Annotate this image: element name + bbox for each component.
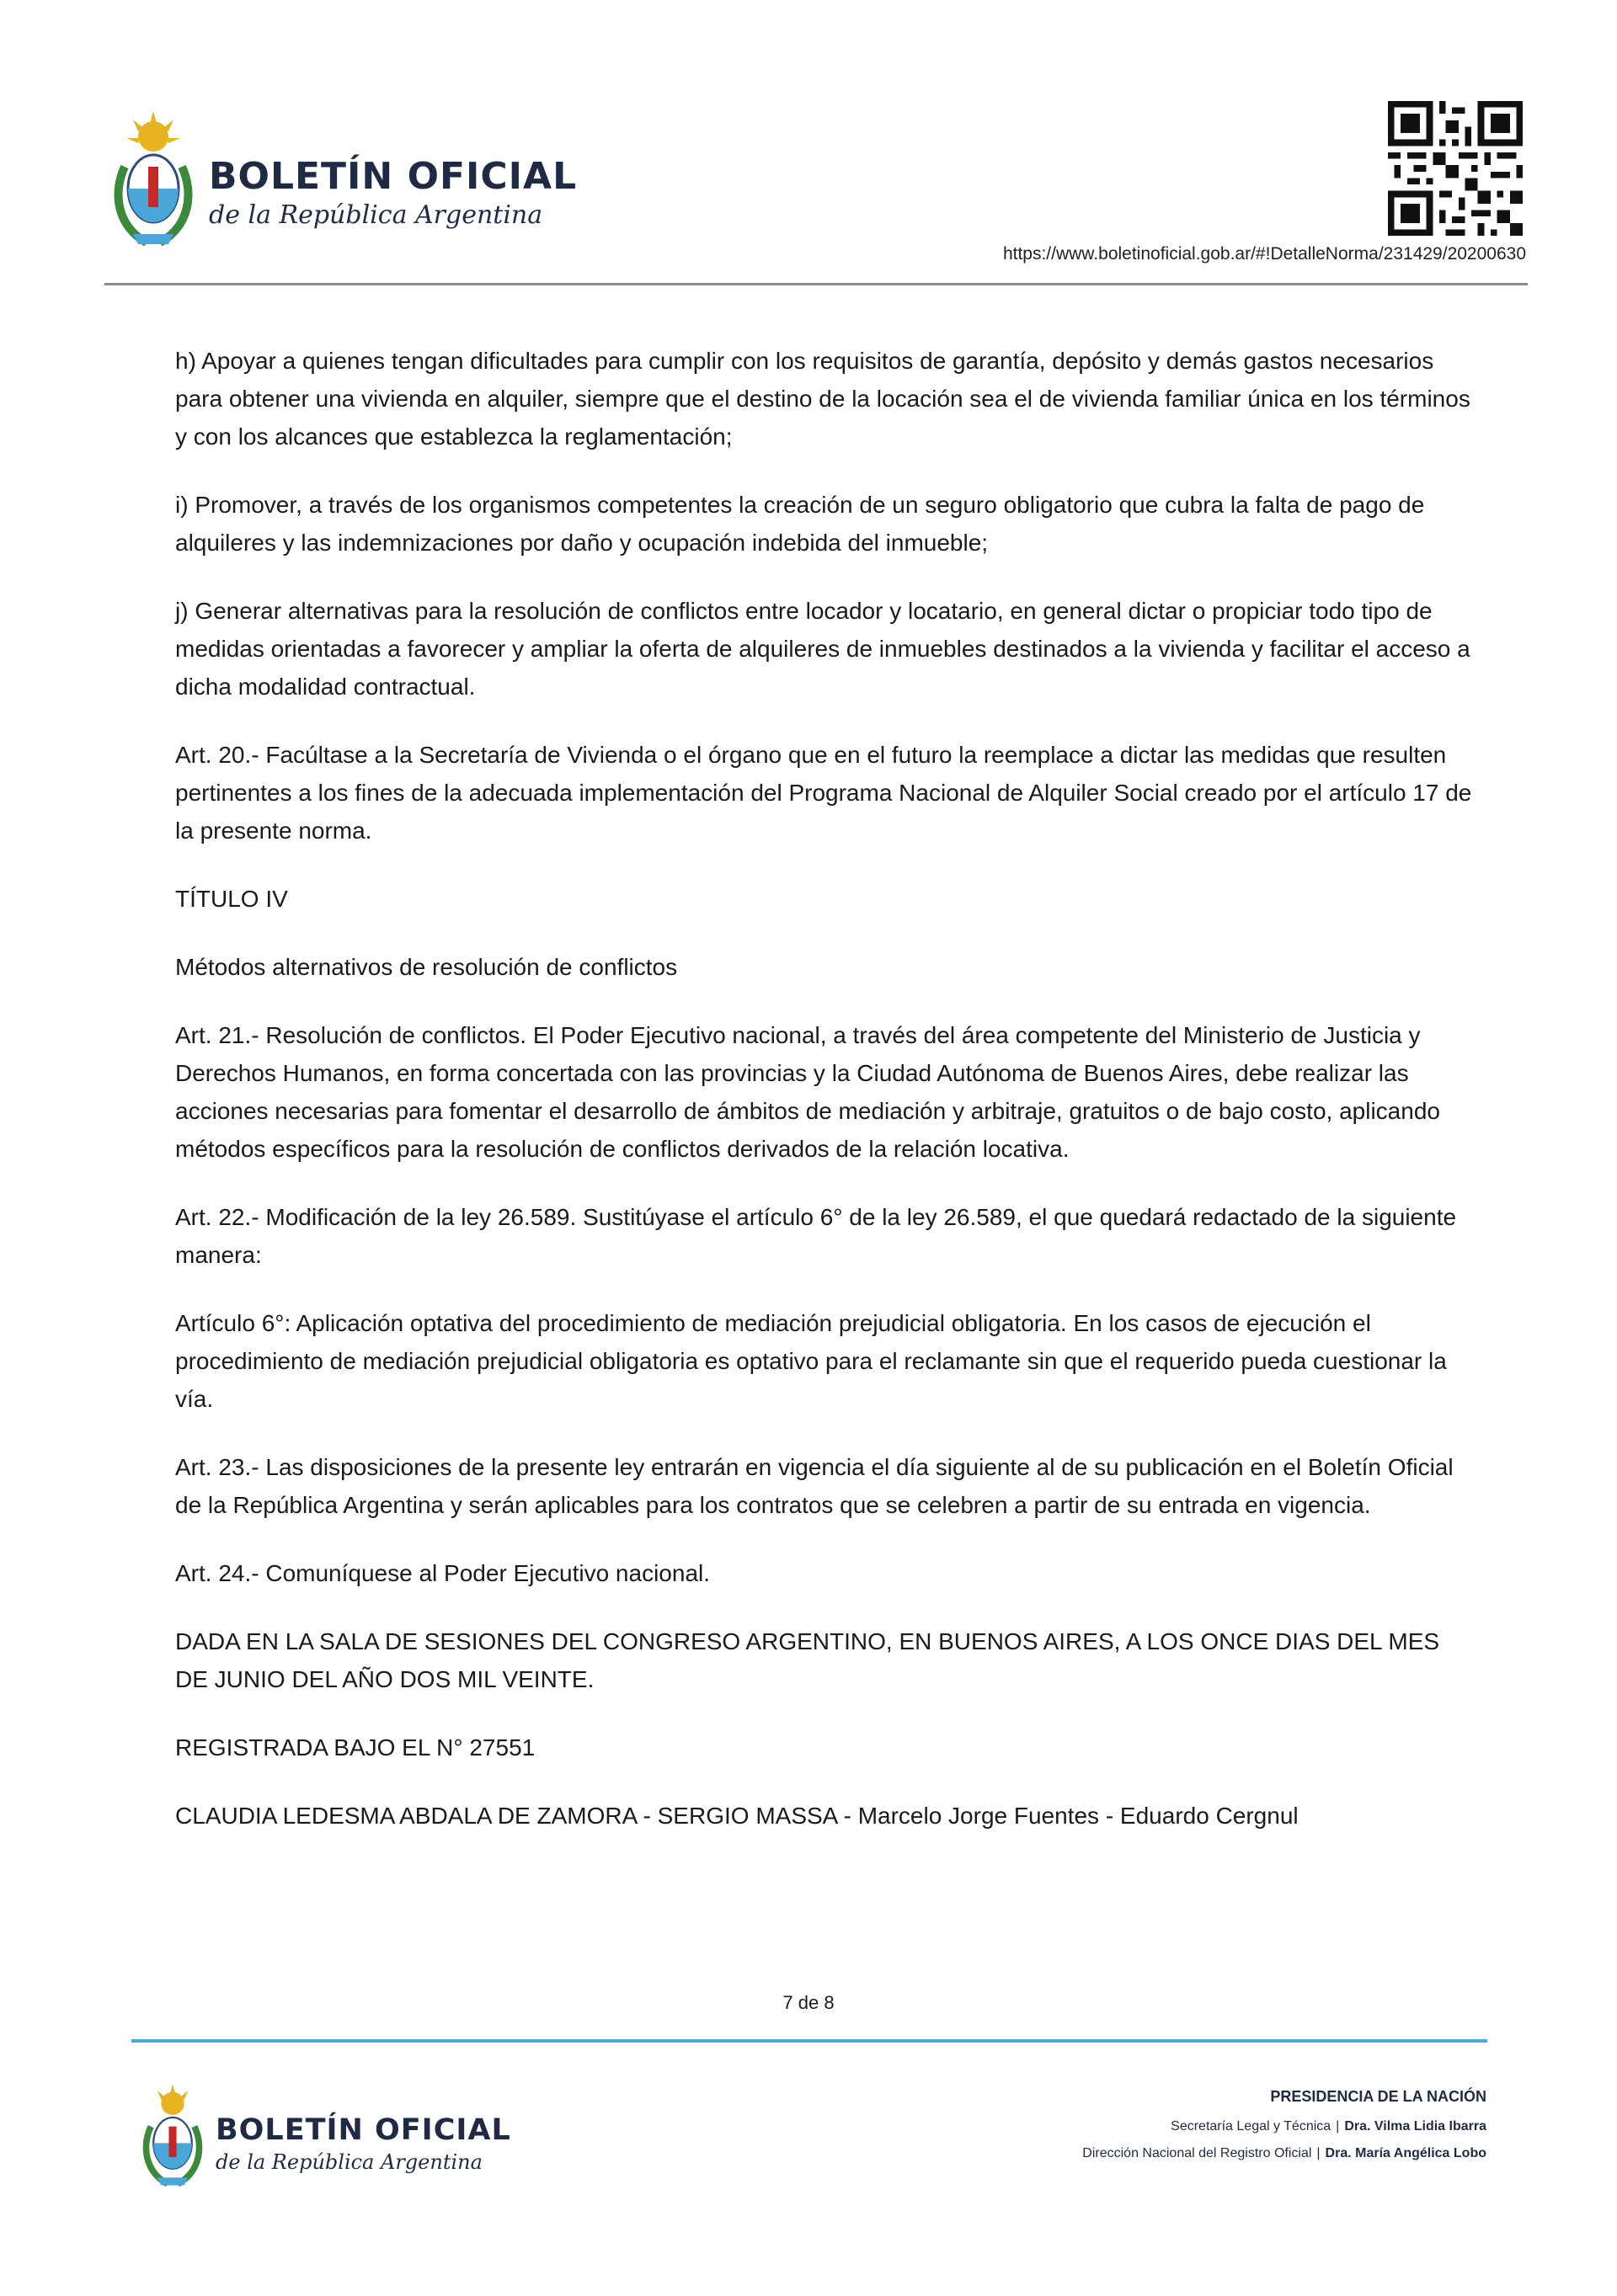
document-url[interactable]: https://www.boletinoficial.gob.ar/#!DetalleNorma/231429/20200630 bbox=[1002, 244, 1526, 264]
paragraph-inciso-i: i) Promover, a través de los organismos competentes la creación de un seguro obligatorio que cubra la falta de pago de alquileres y las indemnizaciones por daño y ocupación indebida del inmueble; bbox=[175, 492, 1425, 556]
boletin-oficial-logo[interactable] bbox=[108, 108, 578, 251]
coat-of-arms-icon bbox=[108, 108, 199, 251]
footer-boletin-logo[interactable] bbox=[138, 2081, 509, 2191]
logo-subtitle: de la República Argentina bbox=[209, 200, 543, 230]
paragraph-inciso-h: h) Apoyar a quienes tengan dificultades para cumplir con los requisitos de garantía, depósito y demás gastos necesarios para obtener una vivienda en alquiler, siempre que el destino de la locación sea el de vivienda familiar única en los términos y con los alcances que establezca la reglamentación; bbox=[175, 348, 1470, 450]
credit-separator: | bbox=[1336, 2119, 1340, 2134]
paragraph-dada: DADA EN LA SALA DE SESIONES DEL CONGRESO ARGENTINO, EN BUENOS AIRES, A LOS ONCE DIAS DEL MES DE JUNIO DEL AÑO DOS MIL VEINTE. bbox=[175, 1628, 1440, 1692]
paragraph-art-21: Art. 21.- Resolución de conflictos. El Poder Ejecutivo nacional, a través del área competente del Ministerio de Justicia y Derechos Humanos, en forma concertada con las provincias y la Ciudad Autónoma de Buenos Aires, debe realizar las acciones necesarias para fomentar el desarrollo de ámbitos de mediación y arbitraje, gratuitos o de bajo costo, aplicando métodos específicos para la resolución de conflictos derivados de la relación locativa. bbox=[175, 1022, 1440, 1162]
credit-line-2-person: Dra. María Angélica Lobo bbox=[1325, 2146, 1486, 2160]
section-subtitle: Métodos alternativos de resolución de conflictos bbox=[175, 954, 678, 980]
paragraph-registrada: REGISTRADA BAJO EL N° 27551 bbox=[175, 1734, 536, 1761]
credit-line-2-org: Dirección Nacional del Registro Oficial bbox=[1082, 2146, 1312, 2160]
logo-title: BOLETÍN OFICIAL bbox=[209, 155, 578, 198]
credit-separator: | bbox=[1316, 2146, 1321, 2160]
paragraph-art-22: Art. 22.- Modificación de la ley 26.589. Sustitúyase el artículo 6° de la ley 26.589, el que quedará redactado de la siguiente manera: bbox=[175, 1204, 1457, 1268]
qr-code-icon[interactable] bbox=[1388, 101, 1523, 236]
paragraph-signatories: CLAUDIA LEDESMA ABDALA DE ZAMORA - SERGIO MASSA - Marcelo Jorge Fuentes - Eduardo Cergnul bbox=[175, 1803, 1299, 1829]
footer-logo-title: BOLETÍN OFICIAL bbox=[216, 2113, 511, 2147]
paragraph-inciso-j: j) Generar alternativas para la resolución de conflictos entre locador y locatario, en general dictar o propiciar todo tipo de medidas orientadas a favorecer y ampliar la oferta de alquileres de inmuebles destinados a la vivienda y facilitar el acceso a dicha modalidad contractual. bbox=[175, 598, 1470, 700]
coat-of-arms-icon bbox=[138, 2081, 207, 2191]
page-header bbox=[0, 0, 1617, 290]
paragraph-art-24: Art. 24.- Comuníquese al Poder Ejecutivo nacional. bbox=[175, 1560, 711, 1586]
credit-line-1 bbox=[1082, 2119, 1486, 2134]
footer-logo-subtitle: de la República Argentina bbox=[216, 2150, 483, 2174]
paragraph-art-23: Art. 23.- Las disposiciones de la presente ley entrarán en vigencia el día siguiente al de su publicación en el Boletín Oficial de la República Argentina y serán aplicables para los contratos que se celebren a partir de su entrada en vigencia. bbox=[175, 1454, 1454, 1518]
presidency-label: PRESIDENCIA DE LA NACIÓN bbox=[1270, 2088, 1486, 2105]
paragraph-art-20: Art. 20.- Facúltase a la Secretaría de Vivienda o el órgano que en el futuro la reemplace a dictar las medidas que resulten pertinentes a los fines de la adecuada implementación del Programa Nacional de Alquiler Social creado por el artículo 17 de la presente norma. bbox=[175, 742, 1472, 844]
paragraph-articulo-6: Artículo 6°: Aplicación optativa del procedimiento de mediación prejudicial obligatoria. En los casos de ejecución el procedimiento de mediación prejudicial obligatoria es optativo para el reclamante sin que el requerido pueda cuestionar la vía. bbox=[175, 1310, 1447, 1412]
credit-line-1-org: Secretaría Legal y Técnica bbox=[1171, 2119, 1331, 2134]
section-title: TÍTULO IV bbox=[175, 886, 288, 912]
page-number: 7 de 8 bbox=[782, 1992, 835, 2013]
footer-credits bbox=[1082, 2088, 1486, 2173]
header-divider bbox=[104, 283, 1528, 285]
footer-divider bbox=[131, 2039, 1487, 2043]
document-body bbox=[175, 342, 1472, 1865]
credit-line-2 bbox=[1082, 2146, 1486, 2161]
credit-line-1-person: Dra. Vilma Lidia Ibarra bbox=[1344, 2119, 1486, 2134]
